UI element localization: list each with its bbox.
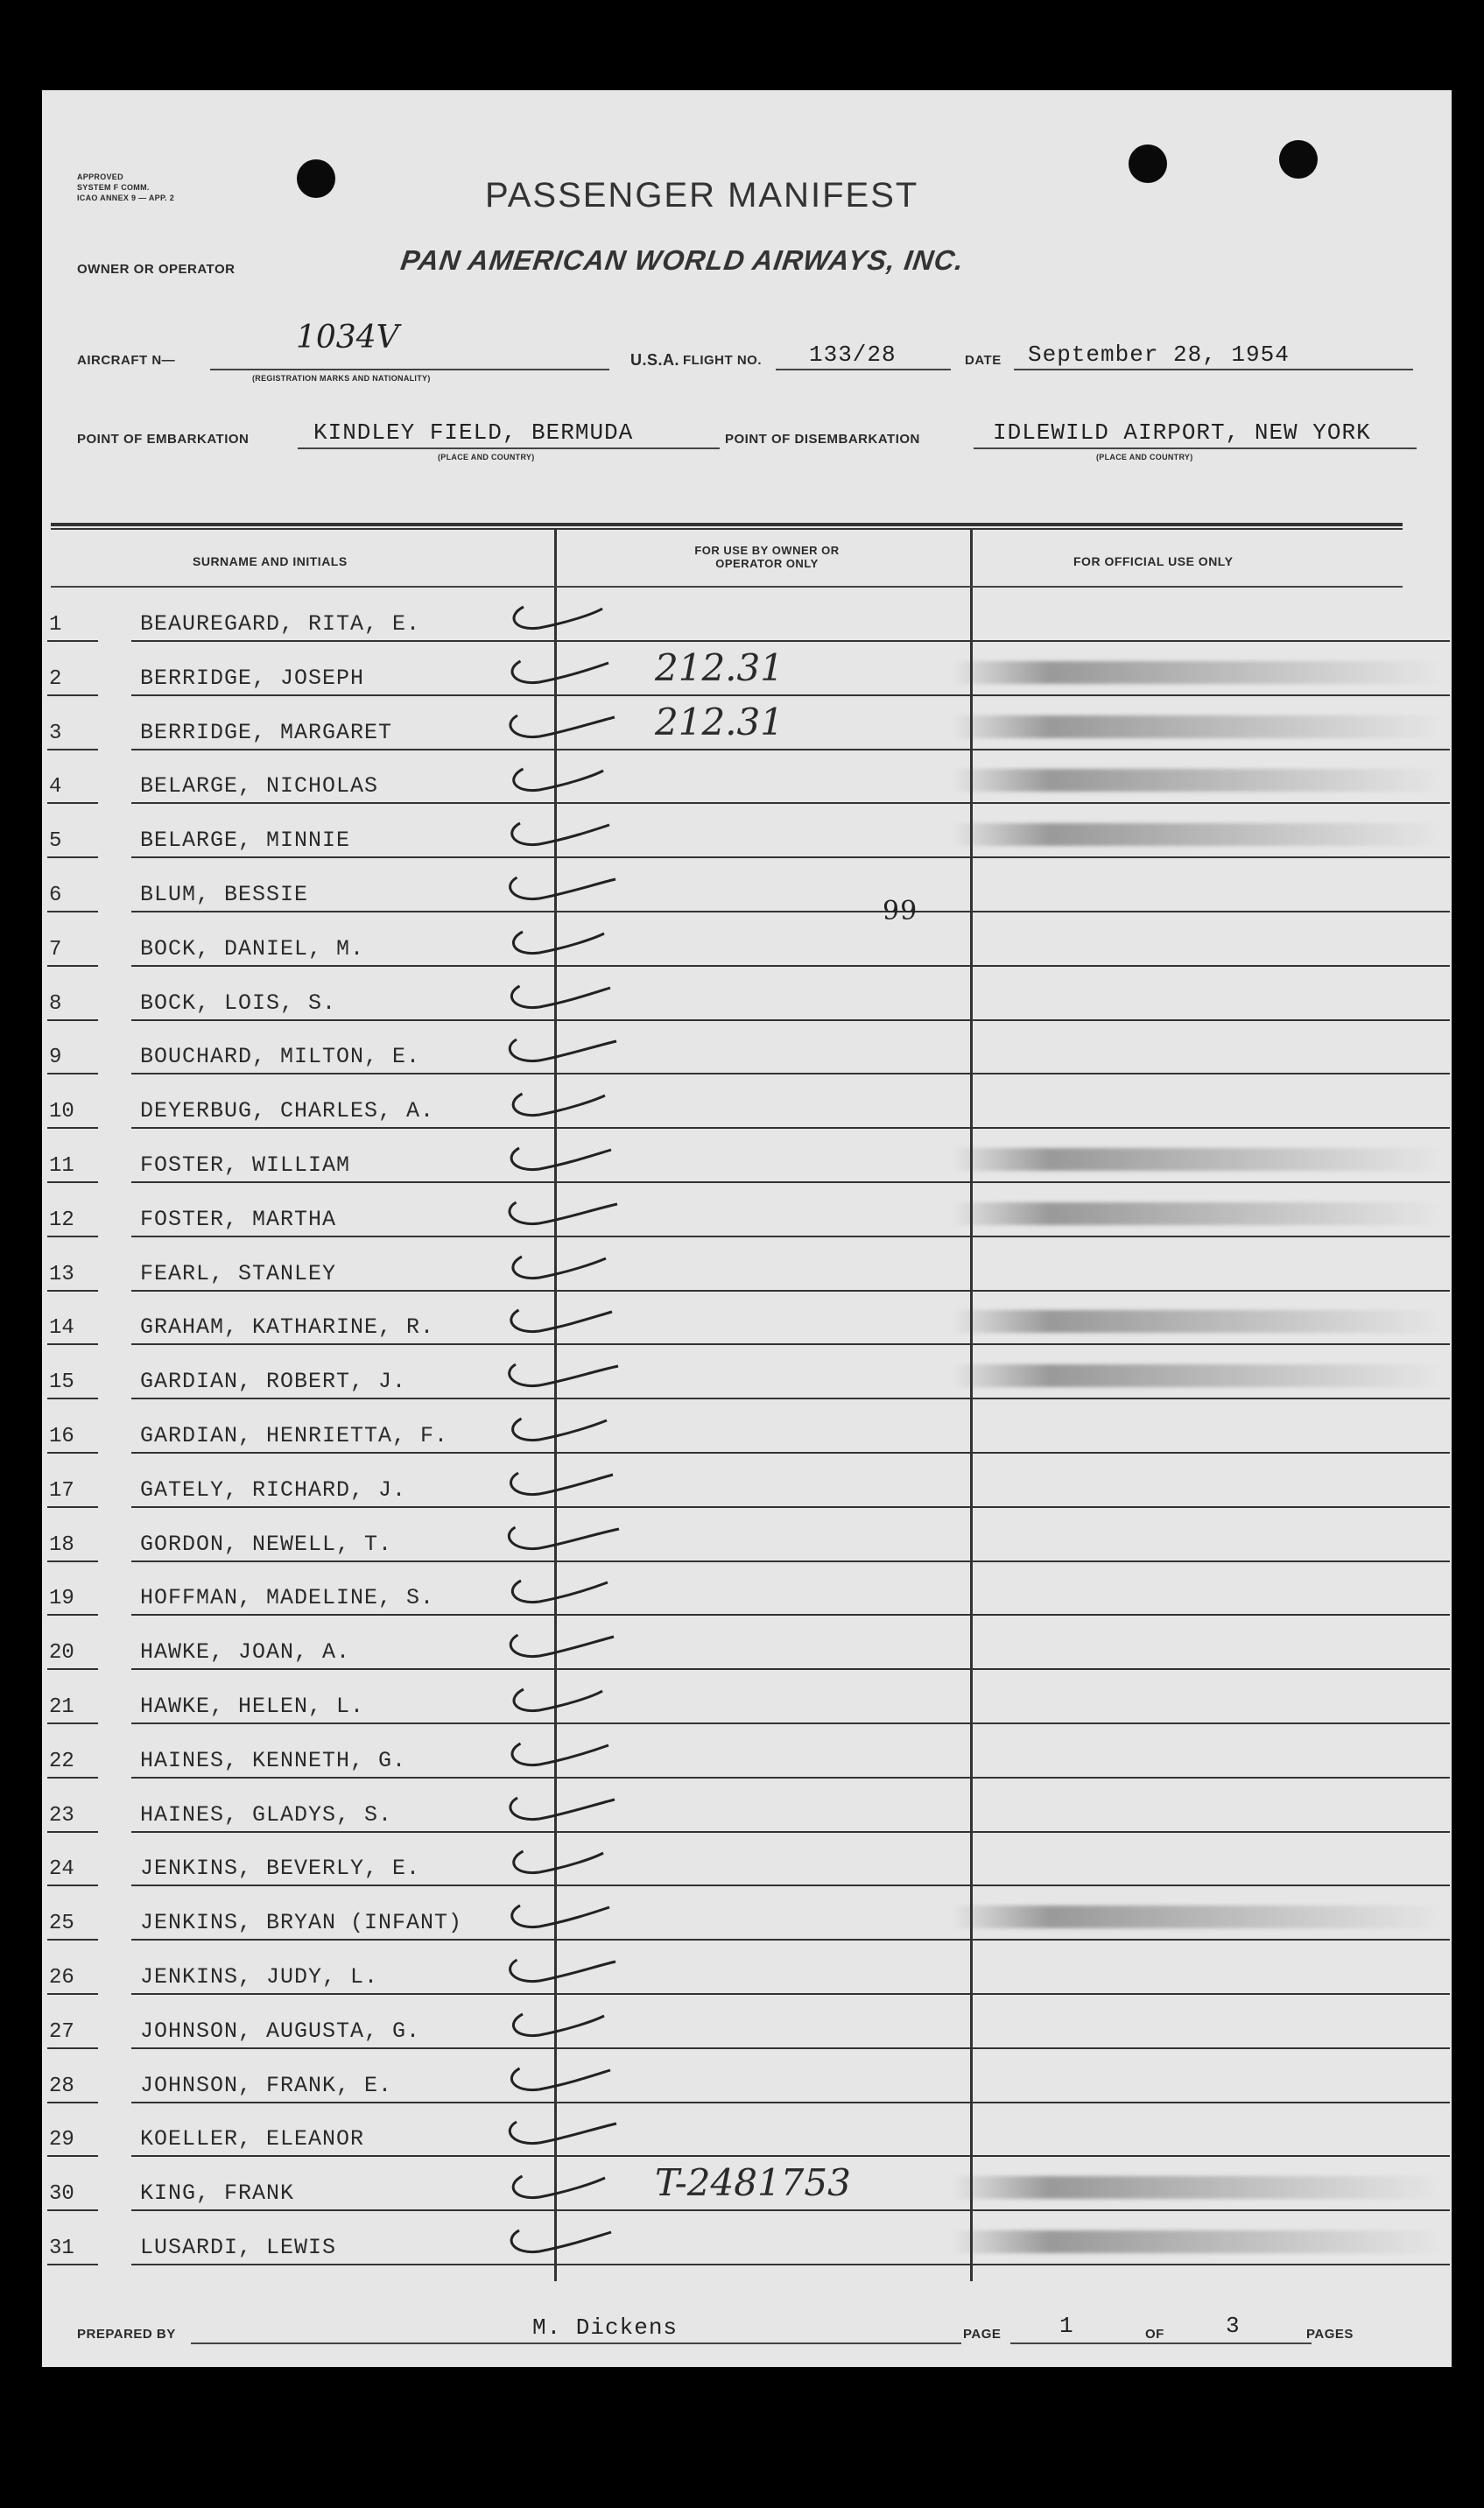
check-mark-icon — [497, 1899, 620, 1937]
check-mark-icon — [497, 1357, 620, 1396]
prepared-by-value: M. Dickens — [532, 2314, 679, 2341]
passenger-name: JOHNSON, AUGUSTA, G. — [140, 2018, 421, 2044]
passenger-row — [42, 642, 1452, 696]
check-mark-icon — [497, 1628, 620, 1666]
passenger-number: 20 — [49, 1641, 74, 1666]
passenger-number: 9 — [49, 1046, 62, 1070]
passenger-name: HAINES, KENNETH, G. — [140, 1747, 407, 1773]
check-mark-icon — [497, 1250, 620, 1288]
check-mark-icon — [497, 1195, 620, 1234]
operator-name: PAN AMERICAN WORLD AIRWAYS, INC. — [398, 244, 967, 276]
of-label: OF — [1145, 2327, 1164, 2342]
flight-value: 133/28 — [809, 342, 897, 368]
approved-line: APPROVED — [77, 173, 123, 181]
check-mark-icon — [497, 1791, 620, 1829]
passenger-number: 5 — [49, 829, 62, 854]
official-use-smudge — [953, 1906, 1443, 1928]
passenger-number: 24 — [49, 1857, 74, 1882]
official-use-smudge — [953, 2176, 1443, 2199]
owner-use-entry: 212.31 — [655, 645, 784, 689]
passenger-row — [42, 1020, 1452, 1074]
passenger-number: 31 — [49, 2237, 74, 2260]
passenger-name: GORDON, NEWELL, T. — [140, 1531, 393, 1557]
page-number: 1 — [1059, 2313, 1074, 2339]
passenger-row — [42, 2103, 1452, 2157]
official-use-smudge — [953, 823, 1443, 846]
passenger-name: HOFFMAN, MADELINE, S. — [140, 1585, 435, 1611]
passenger-name: BERRIDGE, MARGARET — [140, 719, 393, 745]
official-use-smudge — [953, 1364, 1443, 1387]
passenger-name: GATELY, RICHARD, J. — [140, 1476, 407, 1503]
passenger-name: GARDIAN, HENRIETTA, F. — [140, 1423, 449, 1448]
passenger-number: 19 — [49, 1587, 74, 1611]
check-mark-icon — [497, 1737, 620, 1775]
check-mark-icon — [497, 816, 620, 855]
annotation-99: 99 — [883, 896, 918, 926]
check-mark-icon — [497, 1466, 620, 1504]
passenger-name: HAWKE, JOAN, A. — [140, 1639, 351, 1666]
nationality: U.S.A. — [630, 351, 680, 369]
check-mark-icon — [497, 2115, 620, 2153]
passenger-row — [42, 1345, 1452, 1399]
passenger-list — [42, 588, 1452, 2269]
passenger-number: 18 — [49, 1532, 74, 1557]
check-mark-icon — [497, 762, 620, 800]
aircraft-value: 1034V — [296, 320, 399, 356]
passenger-number: 1 — [49, 613, 62, 637]
passenger-number: 8 — [49, 991, 62, 1016]
passenger-name: BOCK, DANIEL, M. — [140, 935, 365, 962]
passenger-row — [42, 1454, 1452, 1508]
check-mark-icon — [497, 2169, 620, 2208]
passenger-number: 6 — [49, 884, 62, 907]
passenger-row — [42, 858, 1452, 912]
check-mark-icon — [497, 600, 620, 638]
passenger-number: 15 — [49, 1370, 74, 1395]
approved-line: ICAO ANNEX 9 — APP. 2 — [77, 194, 174, 202]
passenger-name: LUSARDI, LEWIS — [140, 2235, 337, 2260]
column-header-surname: SURNAME AND INITIALS — [193, 554, 348, 568]
passenger-row — [42, 750, 1452, 804]
passenger-row — [42, 1941, 1452, 1995]
passenger-row — [42, 1399, 1452, 1454]
passenger-name: JENKINS, BRYAN (INFANT) — [140, 1910, 463, 1936]
passenger-row — [42, 2211, 1452, 2265]
passenger-row — [42, 1508, 1452, 1562]
column-header-official-use: FOR OFFICIAL USE ONLY — [1073, 554, 1234, 568]
passenger-row — [42, 696, 1452, 750]
disembarkation-value: IDLEWILD AIRPORT, NEW YORK — [993, 419, 1371, 446]
passenger-name: HAWKE, HELEN, L. — [140, 1694, 365, 1719]
passenger-number: 3 — [49, 721, 62, 745]
passenger-number: 28 — [49, 2074, 74, 2098]
check-mark-icon — [497, 1141, 620, 1180]
passenger-row — [42, 1886, 1452, 1941]
passenger-row — [42, 1779, 1452, 1833]
check-mark-icon — [497, 870, 620, 909]
official-use-smudge — [953, 1310, 1443, 1333]
passenger-number: 17 — [49, 1478, 74, 1503]
passenger-row — [42, 1183, 1452, 1237]
official-use-smudge — [953, 1202, 1443, 1225]
passenger-number: 4 — [49, 775, 62, 800]
check-mark-icon — [497, 2061, 620, 2100]
date-value: September 28, 1954 — [1028, 342, 1290, 368]
passenger-number: 25 — [49, 1912, 74, 1936]
passenger-name: KING, FRANK — [140, 2180, 295, 2207]
embarkation-label: POINT OF EMBARKATION — [77, 432, 250, 447]
passenger-row — [42, 588, 1452, 642]
passenger-row — [42, 2157, 1452, 2211]
passenger-number: 23 — [49, 1803, 74, 1828]
check-mark-icon — [497, 1412, 620, 1450]
registration-caption: (REGISTRATION MARKS AND NATIONALITY) — [252, 374, 431, 383]
passenger-number: 12 — [49, 1208, 74, 1232]
passenger-name: KOELLER, ELEANOR — [140, 2126, 365, 2152]
passenger-name: BERRIDGE, JOSEPH — [140, 665, 365, 691]
passenger-row — [42, 804, 1452, 858]
punch-hole — [1279, 140, 1318, 179]
passenger-row — [42, 1561, 1452, 1616]
official-use-smudge — [953, 661, 1443, 684]
prepared-by-label: PREPARED BY — [77, 2327, 176, 2342]
check-mark-icon — [497, 1574, 620, 1612]
passenger-name: BLUM, BESSIE — [140, 882, 309, 907]
check-mark-icon — [497, 1087, 620, 1125]
place-caption: (PLACE AND COUNTRY) — [438, 453, 535, 461]
passenger-row — [42, 1074, 1452, 1129]
flight-label: FLIGHT NO. — [683, 353, 762, 368]
passenger-number: 2 — [49, 666, 62, 691]
page-total: 3 — [1226, 2313, 1241, 2339]
passenger-name: FOSTER, WILLIAM — [140, 1152, 351, 1178]
passenger-name: JENKINS, BEVERLY, E. — [140, 1856, 421, 1882]
passenger-name: JENKINS, JUDY, L. — [140, 1964, 379, 1990]
passenger-name: JOHNSON, FRANK, E. — [140, 2072, 393, 2098]
place-caption: (PLACE AND COUNTRY) — [1096, 453, 1193, 461]
passenger-name: BOUCHARD, MILTON, E. — [140, 1044, 421, 1070]
passenger-row — [42, 1995, 1452, 2049]
passenger-name: GARDIAN, ROBERT, J. — [140, 1369, 407, 1395]
passenger-name: GRAHAM, KATHARINE, R. — [140, 1314, 435, 1341]
manifest-sheet — [42, 90, 1452, 2367]
punch-hole — [297, 159, 335, 198]
passenger-name: HAINES, GLADYS, S. — [140, 1801, 393, 1828]
passenger-name: BOCK, LOIS, S. — [140, 990, 337, 1016]
date-label: DATE — [965, 353, 1002, 368]
page-label: PAGE — [963, 2327, 1002, 2342]
passenger-row — [42, 1291, 1452, 1345]
official-use-smudge — [953, 1148, 1443, 1171]
page-title: PASSENGER MANIFEST — [485, 176, 919, 215]
passenger-number: 10 — [49, 1100, 74, 1124]
check-mark-icon — [497, 1844, 620, 1883]
passenger-row — [42, 1129, 1452, 1183]
check-mark-icon — [497, 925, 620, 963]
passenger-name: BEAUREGARD, RITA, E. — [140, 611, 421, 637]
passenger-row — [42, 912, 1452, 967]
pages-label: PAGES — [1306, 2327, 1354, 2342]
passenger-row — [42, 2049, 1452, 2103]
column-header-owner-use: FOR USE BY OWNER OR OPERATOR ONLY — [694, 544, 840, 570]
official-use-smudge — [953, 769, 1443, 792]
disembarkation-label: POINT OF DISEMBARKATION — [725, 432, 920, 447]
passenger-number: 26 — [49, 1966, 74, 1990]
passenger-number: 16 — [49, 1425, 74, 1448]
passenger-row — [42, 1832, 1452, 1886]
owner-label: OWNER OR OPERATOR — [77, 262, 236, 277]
check-mark-icon — [497, 2007, 620, 2046]
check-mark-icon — [497, 654, 620, 693]
check-mark-icon — [497, 1032, 620, 1071]
aircraft-label: AIRCRAFT N— — [77, 353, 176, 368]
check-mark-icon — [497, 2223, 620, 2262]
passenger-row — [42, 1724, 1452, 1779]
passenger-row — [42, 1616, 1452, 1670]
passenger-number: 11 — [49, 1154, 74, 1178]
passenger-name: FEARL, STANLEY — [140, 1260, 337, 1286]
approved-line: SYSTEM F COMM. — [77, 183, 150, 192]
official-use-smudge — [953, 2230, 1443, 2253]
check-mark-icon — [497, 1520, 620, 1559]
passenger-name: DEYERBUG, CHARLES, A. — [140, 1098, 435, 1124]
passenger-name: FOSTER, MARTHA — [140, 1206, 337, 1232]
owner-use-entry: T-2481753 — [655, 2161, 851, 2205]
check-mark-icon — [497, 1682, 620, 1721]
passenger-number: 30 — [49, 2182, 74, 2207]
passenger-number: 14 — [49, 1316, 74, 1341]
owner-use-entry: 212.31 — [655, 700, 784, 743]
passenger-number: 21 — [49, 1695, 74, 1719]
passenger-row — [42, 1670, 1452, 1724]
passenger-number: 22 — [49, 1749, 74, 1773]
official-use-smudge — [953, 715, 1443, 738]
passenger-number: 29 — [49, 2128, 74, 2152]
check-mark-icon — [497, 1303, 620, 1342]
passenger-number: 7 — [49, 937, 62, 962]
passenger-name: BELARGE, NICHOLAS — [140, 773, 379, 800]
check-mark-icon — [497, 1953, 620, 1991]
passenger-name: BELARGE, MINNIE — [140, 828, 351, 854]
passenger-row — [42, 967, 1452, 1021]
passenger-row — [42, 1237, 1452, 1292]
passenger-number: 13 — [49, 1262, 74, 1286]
passenger-number: 27 — [49, 2019, 74, 2044]
punch-hole — [1129, 144, 1167, 183]
embarkation-value: KINDLEY FIELD, BERMUDA — [313, 419, 634, 446]
check-mark-icon — [497, 708, 620, 747]
check-mark-icon — [497, 979, 620, 1018]
